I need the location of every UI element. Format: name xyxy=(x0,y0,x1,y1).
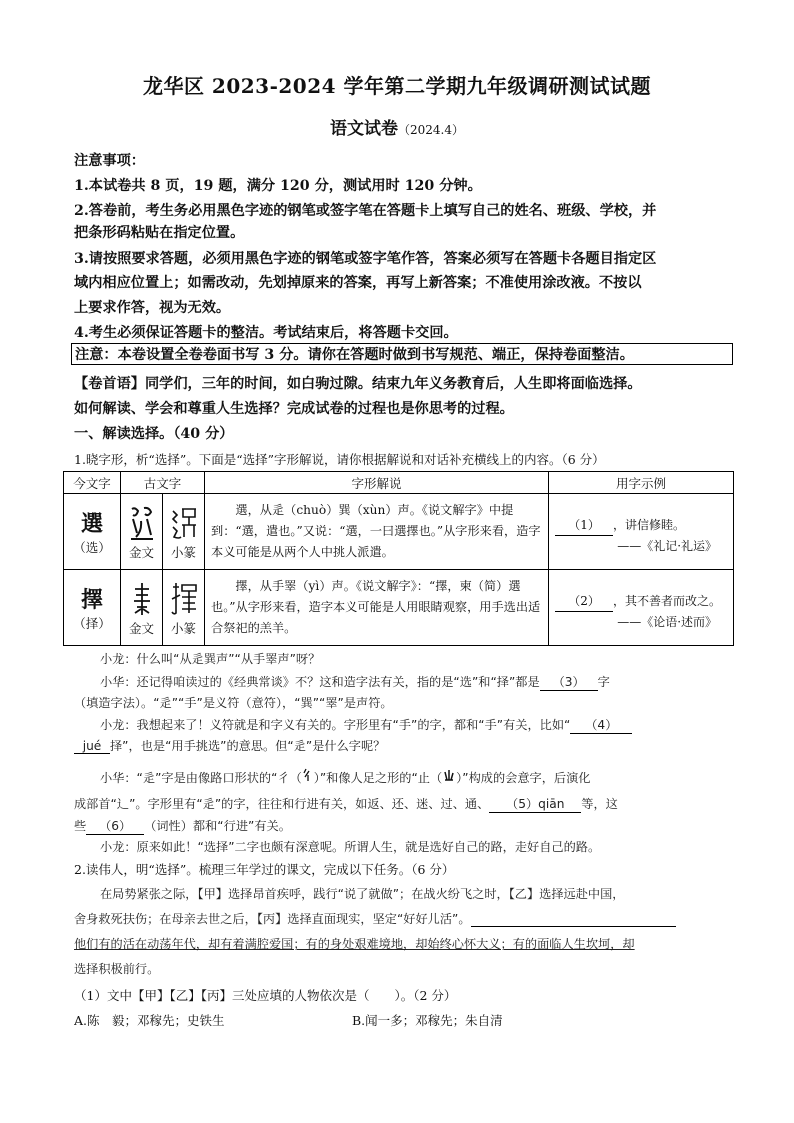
dialog-text: 小华：“辵”字是由像路口形状的“彳（ xyxy=(100,771,302,785)
dialog-line: 小龙：原来如此！“选择”二字也颇有深意呢。所谓人生，就是选好自己的路，走好自己的路。 xyxy=(100,840,601,854)
paper-subtitle xyxy=(0,114,794,139)
answer-blank-3[interactable]: （3） xyxy=(540,673,598,691)
subquestion-1: （1）文中【甲】【乙】【丙】三处应填的人物依次是（ ）。（2 分） xyxy=(74,988,457,1003)
bronze-label: 金文 xyxy=(128,620,154,636)
table-header: 古文字 xyxy=(121,472,205,494)
dialog-text: ）”和像人足之形的“止（ xyxy=(313,771,443,785)
usage-example-cell xyxy=(549,494,734,570)
bronze-script-cell xyxy=(121,570,163,646)
answer-blank-2[interactable]: （2） xyxy=(555,591,613,612)
preface-line: 如何解读、学会和尊重人生选择？完成试卷的过程也是你思考的过程。 xyxy=(74,401,514,417)
dialog-text: ）”构成的会意字，后演化 xyxy=(456,771,591,785)
writing-score-notice: 注意：本卷设置全卷卷面书写 3 分。请你在答题时做到书写规范、端正，保持卷面整洁。 xyxy=(71,343,733,365)
exam-date: （2024.4） xyxy=(398,123,464,137)
answer-blank-5[interactable]: （5）qiān xyxy=(489,795,581,813)
passage-text: 舍身救死扶伤；在母亲去世之后，【丙】选择直面现实，坚定“好好儿活”。 xyxy=(74,912,471,926)
dialog-text: 等，这 xyxy=(581,797,618,811)
subject-title: 语文试卷 xyxy=(330,119,398,139)
example-source: ——《论语·述而》 xyxy=(617,615,718,629)
dialog-line xyxy=(74,817,734,835)
example-text: ，讲信修睦。 xyxy=(613,518,686,532)
traditional-char: 選 xyxy=(80,511,103,537)
dialog-line: （填造字法）。“辵”“手”是义符（意符），“巽”“睪”是声符。 xyxy=(74,696,393,710)
answer-blank-passage[interactable] xyxy=(471,912,676,927)
example-source: ——《礼记·礼运》 xyxy=(617,539,718,553)
table-header-row xyxy=(64,472,734,494)
glyph-explanation: 選，从辵（chuò）巽（xùn）声。《说文解字》中提到：“選，遣也。”又说：“選，一曰選擇也。”从字形来看，造字本义可能是从两个人中挑人派遣。 xyxy=(205,494,549,570)
bronze-script-glyph-icon xyxy=(127,579,157,619)
dialog-text: 成部首“辶”。字形里有“辵”的字，往往和行进有关，如返、还、迷、过、通、 xyxy=(74,797,490,811)
section-heading: 一、解读选择。（40 分） xyxy=(74,426,234,442)
pinyin-hint: jué xyxy=(74,739,110,754)
answer-blank-6[interactable]: （6） xyxy=(86,817,144,835)
example-text: ，其不善者而改之。 xyxy=(613,594,722,608)
character-table xyxy=(63,471,734,646)
seal-label: 小篆 xyxy=(171,620,197,636)
chi-radical-glyph-icon xyxy=(302,768,314,782)
preface-line: 【卷首语】同学们，三年的时间，如白驹过隙。结束九年义务教育后，人生即将面临选择。 xyxy=(74,376,642,392)
table-header: 今文字 xyxy=(64,472,121,494)
dialog-text: （词性）都和“行进”有关。 xyxy=(144,819,291,833)
seal-script-glyph-icon xyxy=(169,579,199,619)
notice-item: 3.请按照要求答题，必须用黑色字迹的钢笔或签字笔作答，答案必须写在答题卡各题目指定区 xyxy=(74,251,657,267)
question-2-prompt: 2.读伟人，明“选择”。梳理三年学过的课文，完成以下任务。（6 分） xyxy=(74,862,455,877)
option-a[interactable]: A.陈 毅；邓稼先；史铁生 xyxy=(74,1013,225,1028)
answer-blank-4[interactable]: （4） xyxy=(570,716,632,734)
modern-char-cell xyxy=(64,570,121,646)
answer-blank-1[interactable]: （1） xyxy=(555,515,613,536)
glyph-explanation: 擇，从手睪（yì）声。《说文解字》：“擇，柬（简）選也。”从字形来看，造字本义可能是人用眼睛观察，用手选出适合祭祀的羔羊。 xyxy=(205,570,549,646)
dialog-line xyxy=(74,716,760,734)
seal-script-glyph-icon xyxy=(169,503,199,543)
bronze-label: 金文 xyxy=(128,544,154,560)
table-header: 字形解说 xyxy=(205,472,549,494)
dialog-text: 小龙：我想起来了！义符就是和字义有关的。字形里有“手”的字，都和“手”有关，比如“ xyxy=(100,718,571,732)
dialog-text: 小华：还记得咱读过的《经典常谈》不？这和造字法有关，指的是“选”和“择”都是 xyxy=(100,675,540,689)
option-b[interactable]: B.闻一多；邓稼先；朱自清 xyxy=(352,1013,503,1028)
bronze-script-cell xyxy=(121,494,163,570)
dialog-line xyxy=(74,673,760,691)
seal-script-cell xyxy=(163,494,205,570)
simplified-char: （择） xyxy=(73,616,111,631)
notice-item: 4.考生必须保证答题卡的整洁。考试结束后，将答题卡交回。 xyxy=(74,325,458,341)
passage-line xyxy=(74,910,734,927)
table-row xyxy=(64,494,734,570)
dialog-text: 择”，也是“用手挑选”的意思。但“辵”是什么字呢？ xyxy=(110,739,386,753)
traditional-char: 擇 xyxy=(80,587,103,613)
notice-item: 上要求作答，视为无效。 xyxy=(74,300,231,316)
dialog-line xyxy=(74,737,734,754)
dialog-text: 字 xyxy=(597,675,610,689)
bronze-script-glyph-icon xyxy=(127,503,157,543)
dialog-line: 小龙：什么叫“从辵巽声”“从手睪声”呀？ xyxy=(100,652,321,666)
passage-line: 选择积极前行。 xyxy=(74,962,160,976)
modern-char-cell xyxy=(64,494,121,570)
dialog-line xyxy=(74,795,734,813)
question-1-prompt: 1.晓字形，析“选择”。下面是“选择”字形解说，请你根据解说和对话补充横线上的内容。（6 分） xyxy=(74,452,605,467)
passage-line: 他们有的活在动荡年代，却有着满腔爱国；有的身处艰难境地，却始终心怀大义；有的面临人生坎坷，却 xyxy=(74,937,635,951)
notice-item: 1.本试卷共 8 页，19 题，满分 120 分，测试用时 120 分钟。 xyxy=(74,178,482,194)
table-header: 用字示例 xyxy=(549,472,734,494)
dialog-text: 些 xyxy=(74,819,87,833)
exam-title: 龙华区 2023-2024 学年第二学期九年级调研测试试题 xyxy=(142,74,652,98)
notice-item: 把条形码粘贴在指定位置。 xyxy=(74,225,245,241)
seal-script-cell xyxy=(163,570,205,646)
table-row xyxy=(64,570,734,646)
notice-heading: 注意事项： xyxy=(74,153,145,169)
notice-item: 2.答卷前，考生务必用黑色字迹的钢笔或签字笔在答题卡上填写自己的姓名、班级、学校，并 xyxy=(74,203,657,219)
usage-example-cell xyxy=(549,570,734,646)
notice-item: 域内相应位置上；如需改动，先划掉原来的答案，再写上新答案；不准使用涂改液。不按以 xyxy=(74,275,642,291)
simplified-char: （选） xyxy=(73,540,111,555)
passage-line: 在局势紧张之际，【甲】选择昂首疾呼，践行“说了就做”；在战火纷飞之时，【乙】选择远赴中国， xyxy=(100,887,625,901)
dialog-line xyxy=(74,768,760,786)
zhi-foot-glyph-icon xyxy=(442,768,456,782)
seal-label: 小篆 xyxy=(171,544,197,560)
